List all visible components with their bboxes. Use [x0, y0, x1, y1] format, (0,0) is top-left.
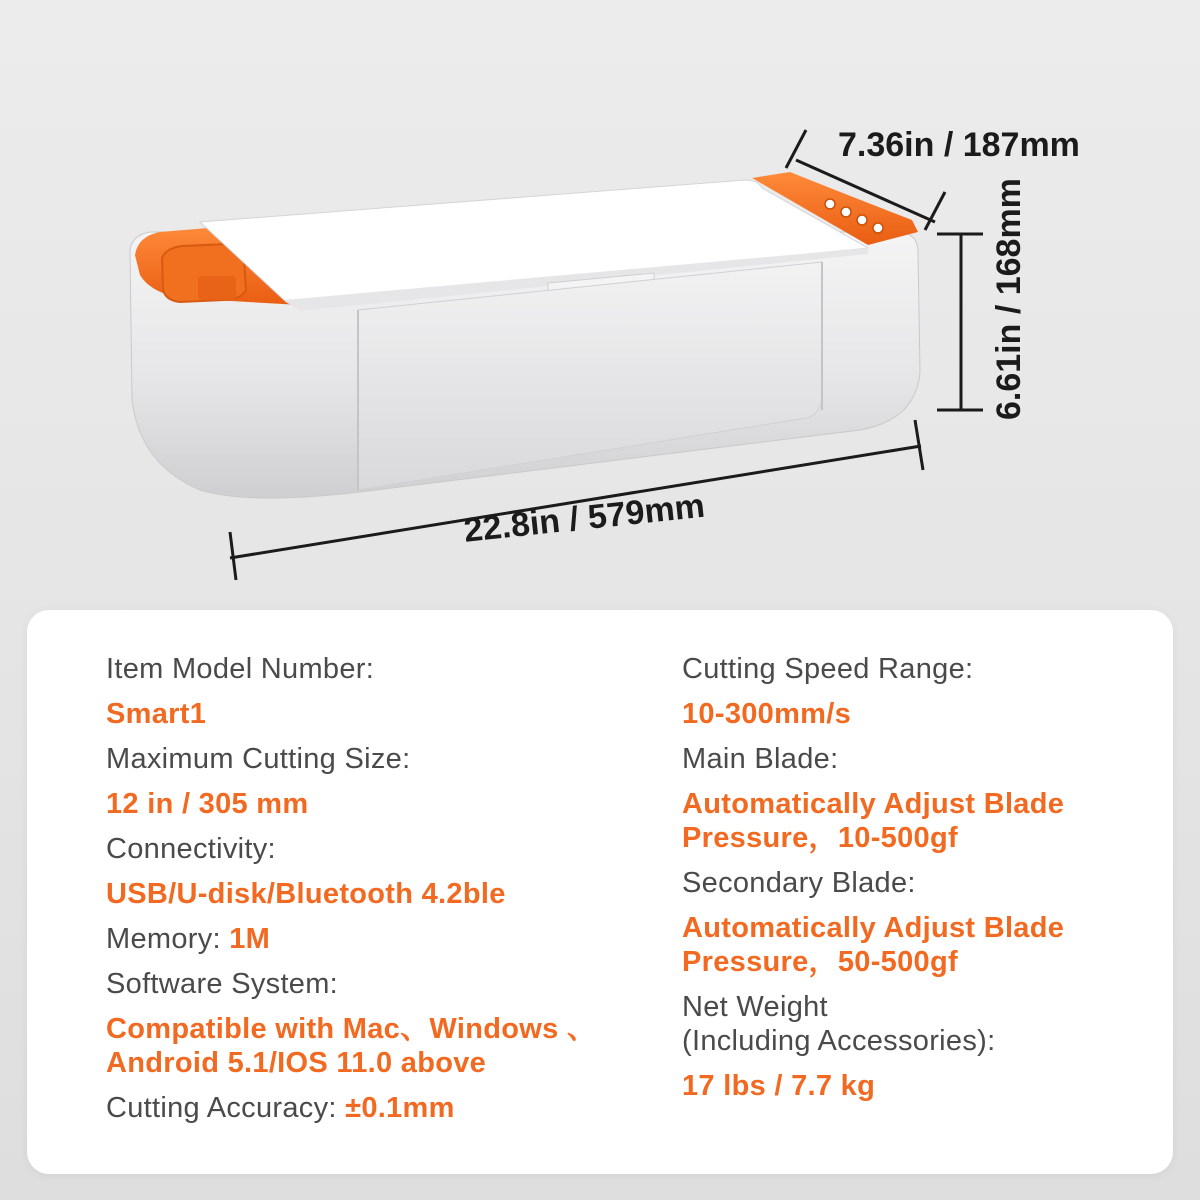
spec-label-connectivity: Connectivity: [106, 833, 276, 865]
spec-label-speed: Cutting Speed Range: [682, 653, 974, 685]
button-1 [825, 199, 835, 209]
spec-column-left [106, 652, 646, 1136]
spec-label-net-weight-line2: (Including Accessories): [682, 1025, 996, 1057]
spec-value-memory: 1M [229, 923, 271, 955]
spec-value-secondary-blade-line2: Pressure，50-500gf [682, 946, 958, 978]
button-2 [841, 207, 851, 217]
spec-label-accuracy: Cutting Accuracy: [106, 1092, 346, 1124]
spec-value-model: Smart1 [106, 698, 207, 730]
spec-value-main-blade-line2: Pressure，10-500gf [682, 822, 958, 854]
spec-value-speed: 10-300mm/s [682, 698, 852, 730]
spec-value-software-line1: Compatible with Mac、Windows 、 [106, 1013, 597, 1045]
spec-label-software: Software System: [106, 968, 339, 1000]
spec-label-net-weight-line1: Net Weight [682, 991, 828, 1023]
spec-value-software-line2: Android 5.1/IOS 11.0 above [106, 1047, 487, 1079]
height-dimension-label: 6.61in / 168mm [990, 178, 1028, 420]
spec-value-connectivity: USB/U-disk/Bluetooth 4.2ble [106, 878, 506, 910]
spec-label-model: Item Model Number: [106, 653, 375, 685]
depth-dimension-label: 7.36in / 187mm [838, 126, 1080, 164]
depth-tick-right [925, 192, 945, 230]
spec-value-main-blade-line1: Automatically Adjust Blade [682, 788, 1065, 820]
spec-value-cutting-size: 12 in / 305 mm [106, 788, 309, 820]
spec-column-right [682, 652, 1152, 1114]
spec-label-secondary-blade: Secondary Blade: [682, 867, 916, 899]
spec-label-cutting-size: Maximum Cutting Size: [106, 743, 411, 775]
spec-label-memory: Memory: [106, 923, 230, 955]
tool-holder-slot [198, 276, 236, 300]
button-4 [873, 223, 883, 233]
spec-label-main-blade: Main Blade: [682, 743, 839, 775]
width-dimension-label: 22.8in / 579mm [462, 486, 707, 550]
width-tick-right [915, 420, 923, 470]
spec-value-secondary-blade-line1: Automatically Adjust Blade [682, 912, 1065, 944]
button-3 [857, 215, 867, 225]
spec-value-net-weight: 17 lbs / 7.7 kg [682, 1070, 876, 1102]
spec-value-accuracy: ±0.1mm [345, 1092, 455, 1124]
